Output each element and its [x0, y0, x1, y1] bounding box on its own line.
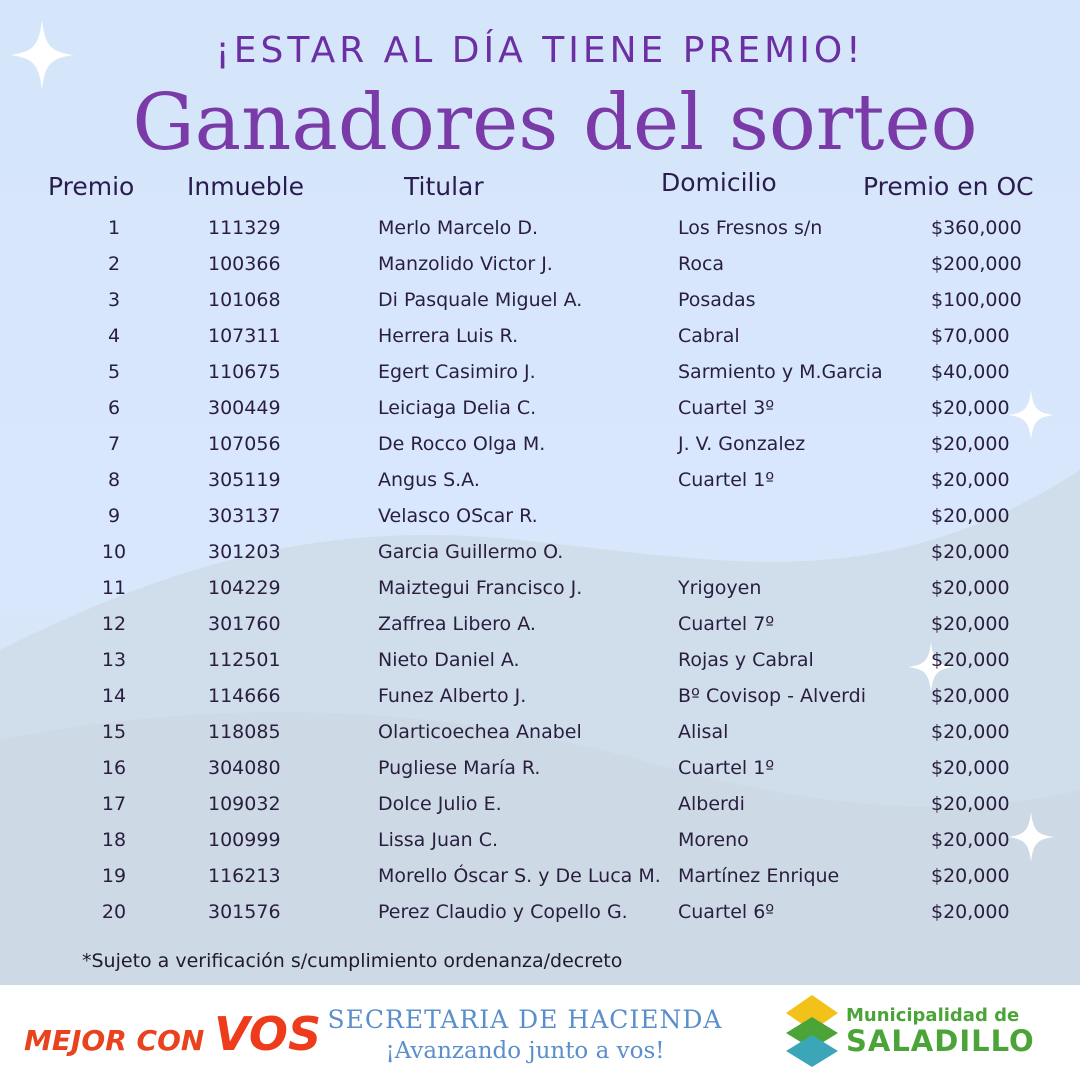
titular-cell: Merlo Marcelo D.	[378, 217, 539, 239]
table-row	[0, 282, 1080, 318]
inmueble-cell: 301760	[208, 613, 281, 635]
titular-cell: Funez Alberto J.	[378, 685, 527, 707]
inmueble-cell: 109032	[208, 793, 281, 815]
titular-cell: Manzolido Victor J.	[378, 253, 553, 275]
inmueble-cell: 303137	[208, 505, 281, 527]
domicilio-cell: Cuartel 3º	[678, 397, 775, 419]
premio-cell: $20,000	[931, 505, 1010, 527]
premio-cell: $100,000	[931, 289, 1022, 311]
inmueble-cell: 304080	[208, 757, 281, 779]
rank: 7	[107, 433, 121, 455]
inmueble-cell: 107311	[208, 325, 281, 347]
table-row	[0, 462, 1080, 498]
domicilio-cell: Alisal	[678, 721, 729, 743]
titular-cell: Zaffrea Libero A.	[378, 613, 536, 635]
premio-cell: $200,000	[931, 253, 1022, 275]
rank: 17	[101, 793, 127, 815]
premio-cell: $20,000	[931, 721, 1010, 743]
footer	[0, 985, 1080, 1080]
titular-cell: Angus S.A.	[378, 469, 480, 491]
pre-title: ¡ESTAR AL DÍA TIENE PREMIO!	[215, 30, 865, 71]
rank: 12	[101, 613, 127, 635]
page-title: Ganadores del sorteo	[132, 78, 978, 168]
inmueble-cell: 301203	[208, 541, 281, 563]
slogan-text: MEJOR CON	[24, 1024, 205, 1057]
inmueble-cell: 110675	[208, 361, 281, 383]
domicilio-cell: Bº Covisop - Alverdi	[678, 685, 866, 707]
domicilio-cell: Yrigoyen	[678, 577, 762, 599]
slogan-vos: VOS	[214, 1007, 322, 1061]
table-row	[0, 606, 1080, 642]
table-row	[0, 642, 1080, 678]
premio-cell: $20,000	[931, 829, 1010, 851]
premio-cell: $360,000	[931, 217, 1022, 239]
domicilio-cell: Cuartel 1º	[678, 469, 775, 491]
titular-cell: Garcia Guillermo O.	[378, 541, 564, 563]
inmueble-cell: 301576	[208, 901, 281, 923]
table-row	[0, 318, 1080, 354]
inmueble-cell: 111329	[208, 217, 281, 239]
inmueble-cell: 305119	[208, 469, 281, 491]
rank: 2	[107, 253, 121, 275]
domicilio-cell: Rojas y Cabral	[678, 649, 814, 671]
table-row	[0, 858, 1080, 894]
inmueble-cell: 118085	[208, 721, 281, 743]
domicilio-cell: Cuartel 7º	[678, 613, 775, 635]
rank: 4	[107, 325, 121, 347]
titular-cell: De Rocco Olga M.	[378, 433, 546, 455]
rank: 3	[107, 289, 121, 311]
table-row	[0, 390, 1080, 426]
table-header	[0, 168, 1080, 208]
premio-cell: $20,000	[931, 397, 1010, 419]
premio-cell: $20,000	[931, 793, 1010, 815]
winners-table	[0, 210, 1080, 930]
domicilio-cell: Martínez Enrique	[678, 865, 840, 887]
rank: 16	[101, 757, 127, 779]
domicilio-cell: J. V. Gonzalez	[678, 433, 806, 455]
rank: 1	[107, 217, 121, 239]
table-row	[0, 750, 1080, 786]
titular-cell: Velasco OScar R.	[378, 505, 538, 527]
table-row	[0, 822, 1080, 858]
rank: 15	[101, 721, 127, 743]
premio-cell: $20,000	[931, 685, 1010, 707]
rank: 5	[107, 361, 121, 383]
municipality-line1: Municipalidad de	[846, 1005, 1020, 1026]
secretaria-name: SECRETARIA DE HACIENDA	[327, 1005, 723, 1034]
titular-cell: Lissa Juan C.	[378, 829, 499, 851]
titular-cell: Maiztegui Francisco J.	[378, 577, 583, 599]
domicilio-cell: Moreno	[678, 829, 749, 851]
premio-cell: $70,000	[931, 325, 1010, 347]
titular-cell: Di Pasquale Miguel A.	[378, 289, 583, 311]
titular-cell: Morello Óscar S. y De Luca M.	[378, 865, 661, 887]
slogan-logo	[24, 1007, 321, 1061]
premio-cell: $20,000	[931, 541, 1010, 563]
titular-cell: Perez Claudio y Copello G.	[378, 901, 628, 923]
secretaria-block	[290, 1005, 760, 1064]
premio-cell: $20,000	[931, 613, 1010, 635]
table-row	[0, 354, 1080, 390]
column-header-premio-oc: Premio en OC	[863, 172, 1034, 201]
rank: 8	[107, 469, 121, 491]
table-row	[0, 894, 1080, 930]
table-row	[0, 534, 1080, 570]
rank: 6	[107, 397, 121, 419]
table-row	[0, 246, 1080, 282]
column-header-inmueble: Inmueble	[187, 172, 304, 201]
table-row	[0, 210, 1080, 246]
inmueble-cell: 104229	[208, 577, 281, 599]
column-header-premio: Premio	[48, 172, 135, 201]
domicilio-cell: Posadas	[678, 289, 756, 311]
rank: 11	[101, 577, 127, 599]
table-row	[0, 786, 1080, 822]
titular-cell: Herrera Luis R.	[378, 325, 519, 347]
domicilio-cell: Sarmiento y M.Garcia	[678, 361, 883, 383]
inmueble-cell: 101068	[208, 289, 281, 311]
municipality-line2: SALADILLO	[846, 1024, 1035, 1058]
inmueble-cell: 116213	[208, 865, 281, 887]
rank: 13	[101, 649, 127, 671]
premio-cell: $40,000	[931, 361, 1010, 383]
rank: 19	[101, 865, 127, 887]
premio-cell: $20,000	[931, 865, 1010, 887]
rank: 10	[101, 541, 127, 563]
domicilio-cell: Roca	[678, 253, 725, 275]
titular-cell: Leiciaga Delia C.	[378, 397, 537, 419]
premio-cell: $20,000	[931, 433, 1010, 455]
table-row	[0, 498, 1080, 534]
rank: 20	[101, 901, 127, 923]
titular-cell: Pugliese María R.	[378, 757, 541, 779]
domicilio-cell: Cabral	[678, 325, 740, 347]
rank: 18	[101, 829, 127, 851]
domicilio-cell: Cuartel 1º	[678, 757, 775, 779]
premio-cell: $20,000	[931, 901, 1010, 923]
inmueble-cell: 112501	[208, 649, 281, 671]
inmueble-cell: 100999	[208, 829, 281, 851]
municipality-emblem-icon	[784, 991, 842, 1071]
municipality-logo	[784, 991, 1044, 1071]
titular-cell: Dolce Julio E.	[378, 793, 502, 815]
column-header-titular: Titular	[404, 172, 484, 201]
table-row	[0, 714, 1080, 750]
domicilio-cell: Alberdi	[678, 793, 745, 815]
titular-cell: Egert Casimiro J.	[378, 361, 536, 383]
domicilio-cell: Cuartel 6º	[678, 901, 775, 923]
titular-cell: Nieto Daniel A.	[378, 649, 520, 671]
premio-cell: $20,000	[931, 469, 1010, 491]
secretaria-tagline: ¡Avanzando junto a vos!	[385, 1038, 665, 1064]
inmueble-cell: 114666	[208, 685, 281, 707]
table-row	[0, 426, 1080, 462]
table-row	[0, 570, 1080, 606]
inmueble-cell: 107056	[208, 433, 281, 455]
rank: 14	[101, 685, 127, 707]
titular-cell: Olarticoechea Anabel	[378, 721, 582, 743]
footnote: *Sujeto a verificación s/cumplimiento ordenanza/decreto	[82, 950, 623, 972]
column-header-domicilio: Domicilio	[661, 168, 777, 197]
premio-cell: $20,000	[931, 649, 1010, 671]
inmueble-cell: 100366	[208, 253, 281, 275]
table-row	[0, 678, 1080, 714]
inmueble-cell: 300449	[208, 397, 281, 419]
premio-cell: $20,000	[931, 577, 1010, 599]
premio-cell: $20,000	[931, 757, 1010, 779]
rank: 9	[107, 505, 121, 527]
domicilio-cell: Los Fresnos s/n	[678, 217, 823, 239]
